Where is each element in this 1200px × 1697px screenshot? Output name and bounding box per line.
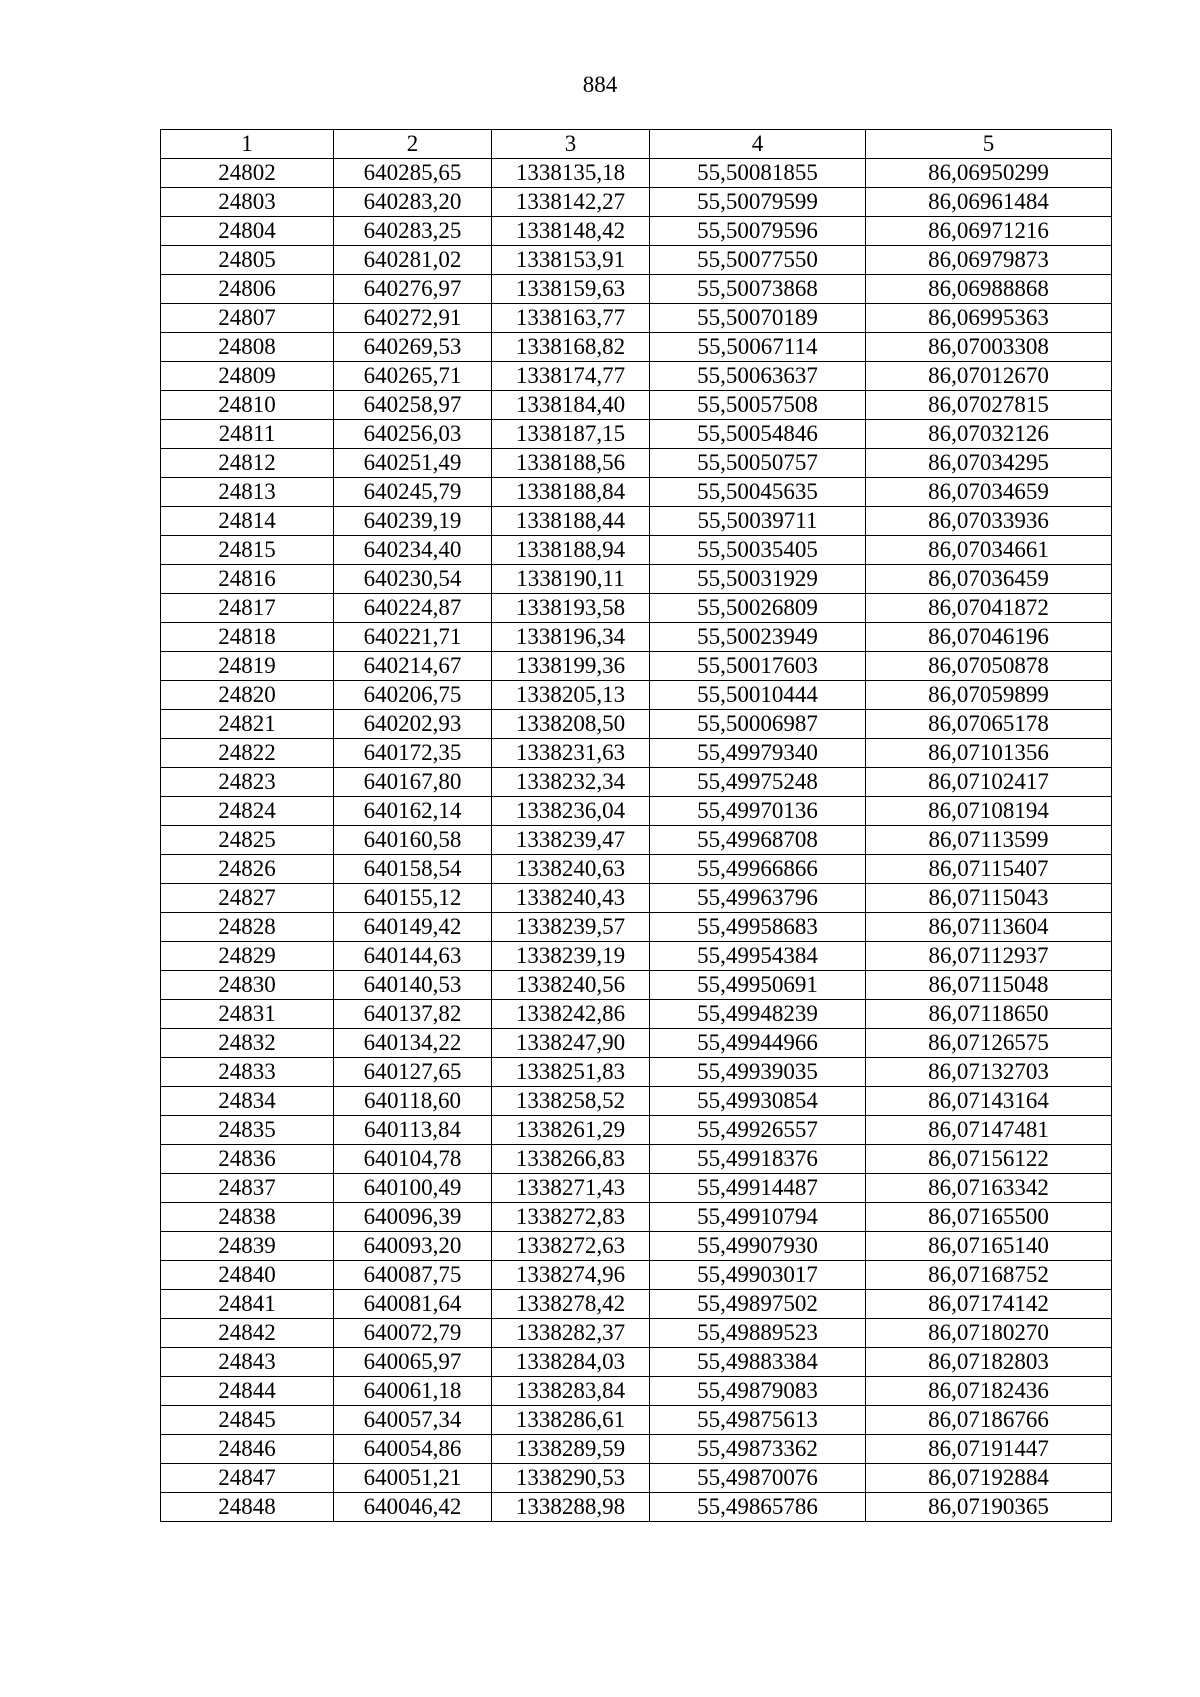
longitude-cell: 86,06961484 [866,188,1112,217]
latitude-cell: 55,49910794 [650,1203,866,1232]
point-number-cell: 24839 [161,1232,334,1261]
table-header-row [161,130,1112,159]
latitude-cell: 55,50006987 [650,710,866,739]
x-coordinate-cell: 640283,25 [334,217,492,246]
table-row [161,884,1112,913]
y-coordinate-cell: 1338188,56 [492,449,650,478]
y-coordinate-cell: 1338251,83 [492,1058,650,1087]
x-coordinate-cell: 640144,63 [334,942,492,971]
x-coordinate-cell: 640051,21 [334,1464,492,1493]
table-row [161,768,1112,797]
x-coordinate-cell: 640230,54 [334,565,492,594]
y-coordinate-cell: 1338240,63 [492,855,650,884]
table-row [161,275,1112,304]
point-number-cell: 24825 [161,826,334,855]
table-row [161,913,1112,942]
table-row [161,1435,1112,1464]
point-number-cell: 24843 [161,1348,334,1377]
y-coordinate-cell: 1338188,44 [492,507,650,536]
column-header: 2 [334,130,492,159]
table-row [161,681,1112,710]
latitude-cell: 55,50010444 [650,681,866,710]
longitude-cell: 86,07126575 [866,1029,1112,1058]
longitude-cell: 86,07182803 [866,1348,1112,1377]
x-coordinate-cell: 640234,40 [334,536,492,565]
table-row [161,623,1112,652]
point-number-cell: 24814 [161,507,334,536]
latitude-cell: 55,49968708 [650,826,866,855]
y-coordinate-cell: 1338274,96 [492,1261,650,1290]
longitude-cell: 86,07182436 [866,1377,1112,1406]
latitude-cell: 55,50023949 [650,623,866,652]
x-coordinate-cell: 640283,20 [334,188,492,217]
latitude-cell: 55,49907930 [650,1232,866,1261]
latitude-cell: 55,50079596 [650,217,866,246]
longitude-cell: 86,07156122 [866,1145,1112,1174]
table-row [161,971,1112,1000]
point-number-cell: 24813 [161,478,334,507]
point-number-cell: 24818 [161,623,334,652]
latitude-cell: 55,50079599 [650,188,866,217]
x-coordinate-cell: 640258,97 [334,391,492,420]
point-number-cell: 24802 [161,159,334,188]
latitude-cell: 55,50077550 [650,246,866,275]
longitude-cell: 86,07186766 [866,1406,1112,1435]
point-number-cell: 24820 [161,681,334,710]
x-coordinate-cell: 640118,60 [334,1087,492,1116]
point-number-cell: 24824 [161,797,334,826]
table-row [161,1232,1112,1261]
point-number-cell: 24803 [161,188,334,217]
longitude-cell: 86,07112937 [866,942,1112,971]
x-coordinate-cell: 640265,71 [334,362,492,391]
longitude-cell: 86,07033936 [866,507,1112,536]
point-number-cell: 24811 [161,420,334,449]
x-coordinate-cell: 640081,64 [334,1290,492,1319]
point-number-cell: 24838 [161,1203,334,1232]
x-coordinate-cell: 640057,34 [334,1406,492,1435]
x-coordinate-cell: 640104,78 [334,1145,492,1174]
longitude-cell: 86,07180270 [866,1319,1112,1348]
longitude-cell: 86,07115407 [866,855,1112,884]
x-coordinate-cell: 640224,87 [334,594,492,623]
table-row [161,1087,1112,1116]
y-coordinate-cell: 1338240,43 [492,884,650,913]
x-coordinate-cell: 640256,03 [334,420,492,449]
table-row [161,739,1112,768]
point-number-cell: 24819 [161,652,334,681]
y-coordinate-cell: 1338196,34 [492,623,650,652]
y-coordinate-cell: 1338236,04 [492,797,650,826]
x-coordinate-cell: 640155,12 [334,884,492,913]
latitude-cell: 55,49870076 [650,1464,866,1493]
longitude-cell: 86,07012670 [866,362,1112,391]
table-row [161,1319,1112,1348]
x-coordinate-cell: 640269,53 [334,333,492,362]
latitude-cell: 55,49875613 [650,1406,866,1435]
x-coordinate-cell: 640239,19 [334,507,492,536]
longitude-cell: 86,07118650 [866,1000,1112,1029]
point-number-cell: 24844 [161,1377,334,1406]
point-number-cell: 24816 [161,565,334,594]
latitude-cell: 55,50073868 [650,275,866,304]
x-coordinate-cell: 640172,35 [334,739,492,768]
longitude-cell: 86,07027815 [866,391,1112,420]
point-number-cell: 24827 [161,884,334,913]
y-coordinate-cell: 1338290,53 [492,1464,650,1493]
point-number-cell: 24833 [161,1058,334,1087]
longitude-cell: 86,07143164 [866,1087,1112,1116]
latitude-cell: 55,49865786 [650,1493,866,1522]
table-body [161,159,1112,1522]
table-row [161,1116,1112,1145]
y-coordinate-cell: 1338142,27 [492,188,650,217]
latitude-cell: 55,50031929 [650,565,866,594]
y-coordinate-cell: 1338271,43 [492,1174,650,1203]
latitude-cell: 55,50050757 [650,449,866,478]
table-row [161,1290,1112,1319]
longitude-cell: 86,07168752 [866,1261,1112,1290]
latitude-cell: 55,50067114 [650,333,866,362]
latitude-cell: 55,49966866 [650,855,866,884]
table-row [161,797,1112,826]
x-coordinate-cell: 640167,80 [334,768,492,797]
x-coordinate-cell: 640162,14 [334,797,492,826]
y-coordinate-cell: 1338239,57 [492,913,650,942]
point-number-cell: 24829 [161,942,334,971]
point-number-cell: 24830 [161,971,334,1000]
x-coordinate-cell: 640149,42 [334,913,492,942]
longitude-cell: 86,07034661 [866,536,1112,565]
table-row [161,333,1112,362]
table-row [161,652,1112,681]
latitude-cell: 55,49954384 [650,942,866,971]
y-coordinate-cell: 1338193,58 [492,594,650,623]
y-coordinate-cell: 1338284,03 [492,1348,650,1377]
point-number-cell: 24807 [161,304,334,333]
table-row [161,391,1112,420]
latitude-cell: 55,49889523 [650,1319,866,1348]
point-number-cell: 24834 [161,1087,334,1116]
column-header: 5 [866,130,1112,159]
table-row [161,507,1112,536]
table-row [161,565,1112,594]
longitude-cell: 86,07132703 [866,1058,1112,1087]
table-row [161,449,1112,478]
x-coordinate-cell: 640276,97 [334,275,492,304]
latitude-cell: 55,49975248 [650,768,866,797]
longitude-cell: 86,07050878 [866,652,1112,681]
x-coordinate-cell: 640061,18 [334,1377,492,1406]
latitude-cell: 55,50070189 [650,304,866,333]
point-number-cell: 24823 [161,768,334,797]
table-row [161,826,1112,855]
x-coordinate-cell: 640206,75 [334,681,492,710]
latitude-cell: 55,50026809 [650,594,866,623]
table-row [161,1174,1112,1203]
latitude-cell: 55,49948239 [650,1000,866,1029]
y-coordinate-cell: 1338168,82 [492,333,650,362]
table-row [161,1145,1112,1174]
latitude-cell: 55,49950691 [650,971,866,1000]
point-number-cell: 24810 [161,391,334,420]
table-row [161,1029,1112,1058]
y-coordinate-cell: 1338232,34 [492,768,650,797]
y-coordinate-cell: 1338239,47 [492,826,650,855]
point-number-cell: 24837 [161,1174,334,1203]
y-coordinate-cell: 1338240,56 [492,971,650,1000]
table-row [161,246,1112,275]
point-number-cell: 24841 [161,1290,334,1319]
longitude-cell: 86,06950299 [866,159,1112,188]
y-coordinate-cell: 1338188,84 [492,478,650,507]
x-coordinate-cell: 640214,67 [334,652,492,681]
latitude-cell: 55,50017603 [650,652,866,681]
table-row [161,942,1112,971]
y-coordinate-cell: 1338148,42 [492,217,650,246]
table-row [161,536,1112,565]
x-coordinate-cell: 640221,71 [334,623,492,652]
longitude-cell: 86,07190365 [866,1493,1112,1522]
y-coordinate-cell: 1338282,37 [492,1319,650,1348]
longitude-cell: 86,07115043 [866,884,1112,913]
y-coordinate-cell: 1338187,15 [492,420,650,449]
y-coordinate-cell: 1338208,50 [492,710,650,739]
latitude-cell: 55,49926557 [650,1116,866,1145]
table-row [161,710,1112,739]
longitude-cell: 86,07163342 [866,1174,1112,1203]
table-row [161,159,1112,188]
y-coordinate-cell: 1338288,98 [492,1493,650,1522]
point-number-cell: 24840 [161,1261,334,1290]
longitude-cell: 86,07065178 [866,710,1112,739]
longitude-cell: 86,07192884 [866,1464,1112,1493]
longitude-cell: 86,07165140 [866,1232,1112,1261]
latitude-cell: 55,49873362 [650,1435,866,1464]
longitude-cell: 86,07115048 [866,971,1112,1000]
table-row [161,1406,1112,1435]
latitude-cell: 55,49897502 [650,1290,866,1319]
longitude-cell: 86,07003308 [866,333,1112,362]
x-coordinate-cell: 640251,49 [334,449,492,478]
x-coordinate-cell: 640054,86 [334,1435,492,1464]
y-coordinate-cell: 1338199,36 [492,652,650,681]
y-coordinate-cell: 1338247,90 [492,1029,650,1058]
point-number-cell: 24806 [161,275,334,304]
x-coordinate-cell: 640096,39 [334,1203,492,1232]
point-number-cell: 24836 [161,1145,334,1174]
table-row [161,1493,1112,1522]
table-row [161,855,1112,884]
coordinates-table [160,129,1112,1522]
latitude-cell: 55,50039711 [650,507,866,536]
latitude-cell: 55,49970136 [650,797,866,826]
y-coordinate-cell: 1338190,11 [492,565,650,594]
x-coordinate-cell: 640134,22 [334,1029,492,1058]
column-header: 3 [492,130,650,159]
longitude-cell: 86,07046196 [866,623,1112,652]
y-coordinate-cell: 1338242,86 [492,1000,650,1029]
y-coordinate-cell: 1338239,19 [492,942,650,971]
longitude-cell: 86,07108194 [866,797,1112,826]
table-row [161,1261,1112,1290]
point-number-cell: 24805 [161,246,334,275]
y-coordinate-cell: 1338174,77 [492,362,650,391]
table-row [161,594,1112,623]
latitude-cell: 55,49883384 [650,1348,866,1377]
x-coordinate-cell: 640285,65 [334,159,492,188]
latitude-cell: 55,49944966 [650,1029,866,1058]
point-number-cell: 24817 [161,594,334,623]
table-row [161,420,1112,449]
point-number-cell: 24847 [161,1464,334,1493]
x-coordinate-cell: 640093,20 [334,1232,492,1261]
latitude-cell: 55,49879083 [650,1377,866,1406]
longitude-cell: 86,07102417 [866,768,1112,797]
latitude-cell: 55,49903017 [650,1261,866,1290]
x-coordinate-cell: 640281,02 [334,246,492,275]
x-coordinate-cell: 640072,79 [334,1319,492,1348]
table-row [161,304,1112,333]
latitude-cell: 55,49958683 [650,913,866,942]
latitude-cell: 55,50045635 [650,478,866,507]
x-coordinate-cell: 640272,91 [334,304,492,333]
longitude-cell: 86,06979873 [866,246,1112,275]
point-number-cell: 24809 [161,362,334,391]
y-coordinate-cell: 1338283,84 [492,1377,650,1406]
table-row [161,217,1112,246]
point-number-cell: 24831 [161,1000,334,1029]
longitude-cell: 86,07036459 [866,565,1112,594]
latitude-cell: 55,49963796 [650,884,866,913]
longitude-cell: 86,07165500 [866,1203,1112,1232]
table-row [161,362,1112,391]
table-row [161,188,1112,217]
point-number-cell: 24832 [161,1029,334,1058]
table-row [161,1464,1112,1493]
y-coordinate-cell: 1338286,61 [492,1406,650,1435]
x-coordinate-cell: 640140,53 [334,971,492,1000]
table-row [161,1203,1112,1232]
longitude-cell: 86,07113604 [866,913,1112,942]
longitude-cell: 86,07101356 [866,739,1112,768]
y-coordinate-cell: 1338266,83 [492,1145,650,1174]
latitude-cell: 55,50054846 [650,420,866,449]
y-coordinate-cell: 1338153,91 [492,246,650,275]
longitude-cell: 86,06995363 [866,304,1112,333]
x-coordinate-cell: 640046,42 [334,1493,492,1522]
table-row [161,1348,1112,1377]
y-coordinate-cell: 1338231,63 [492,739,650,768]
y-coordinate-cell: 1338278,42 [492,1290,650,1319]
page-number: 884 [582,72,618,97]
latitude-cell: 55,49918376 [650,1145,866,1174]
latitude-cell: 55,50057508 [650,391,866,420]
longitude-cell: 86,07147481 [866,1116,1112,1145]
y-coordinate-cell: 1338205,13 [492,681,650,710]
point-number-cell: 24815 [161,536,334,565]
y-coordinate-cell: 1338188,94 [492,536,650,565]
point-number-cell: 24848 [161,1493,334,1522]
x-coordinate-cell: 640137,82 [334,1000,492,1029]
point-number-cell: 24821 [161,710,334,739]
table-row [161,478,1112,507]
table-row [161,1000,1112,1029]
y-coordinate-cell: 1338289,59 [492,1435,650,1464]
latitude-cell: 55,50063637 [650,362,866,391]
longitude-cell: 86,07191447 [866,1435,1112,1464]
y-coordinate-cell: 1338159,63 [492,275,650,304]
latitude-cell: 55,49979340 [650,739,866,768]
point-number-cell: 24804 [161,217,334,246]
y-coordinate-cell: 1338272,63 [492,1232,650,1261]
longitude-cell: 86,07034659 [866,478,1112,507]
point-number-cell: 24822 [161,739,334,768]
longitude-cell: 86,07034295 [866,449,1112,478]
longitude-cell: 86,07032126 [866,420,1112,449]
table-row [161,1377,1112,1406]
longitude-cell: 86,07174142 [866,1290,1112,1319]
point-number-cell: 24845 [161,1406,334,1435]
table-row [161,1058,1112,1087]
x-coordinate-cell: 640087,75 [334,1261,492,1290]
point-number-cell: 24812 [161,449,334,478]
x-coordinate-cell: 640202,93 [334,710,492,739]
point-number-cell: 24842 [161,1319,334,1348]
x-coordinate-cell: 640127,65 [334,1058,492,1087]
longitude-cell: 86,07041872 [866,594,1112,623]
x-coordinate-cell: 640158,54 [334,855,492,884]
point-number-cell: 24846 [161,1435,334,1464]
y-coordinate-cell: 1338261,29 [492,1116,650,1145]
x-coordinate-cell: 640100,49 [334,1174,492,1203]
longitude-cell: 86,07059899 [866,681,1112,710]
longitude-cell: 86,06971216 [866,217,1112,246]
column-header: 1 [161,130,334,159]
y-coordinate-cell: 1338258,52 [492,1087,650,1116]
y-coordinate-cell: 1338163,77 [492,304,650,333]
longitude-cell: 86,07113599 [866,826,1112,855]
point-number-cell: 24826 [161,855,334,884]
point-number-cell: 24808 [161,333,334,362]
latitude-cell: 55,49914487 [650,1174,866,1203]
x-coordinate-cell: 640113,84 [334,1116,492,1145]
point-number-cell: 24835 [161,1116,334,1145]
x-coordinate-cell: 640245,79 [334,478,492,507]
y-coordinate-cell: 1338184,40 [492,391,650,420]
latitude-cell: 55,49930854 [650,1087,866,1116]
x-coordinate-cell: 640160,58 [334,826,492,855]
longitude-cell: 86,06988868 [866,275,1112,304]
latitude-cell: 55,50035405 [650,536,866,565]
column-header: 4 [650,130,866,159]
latitude-cell: 55,49939035 [650,1058,866,1087]
y-coordinate-cell: 1338135,18 [492,159,650,188]
point-number-cell: 24828 [161,913,334,942]
y-coordinate-cell: 1338272,83 [492,1203,650,1232]
latitude-cell: 55,50081855 [650,159,866,188]
x-coordinate-cell: 640065,97 [334,1348,492,1377]
